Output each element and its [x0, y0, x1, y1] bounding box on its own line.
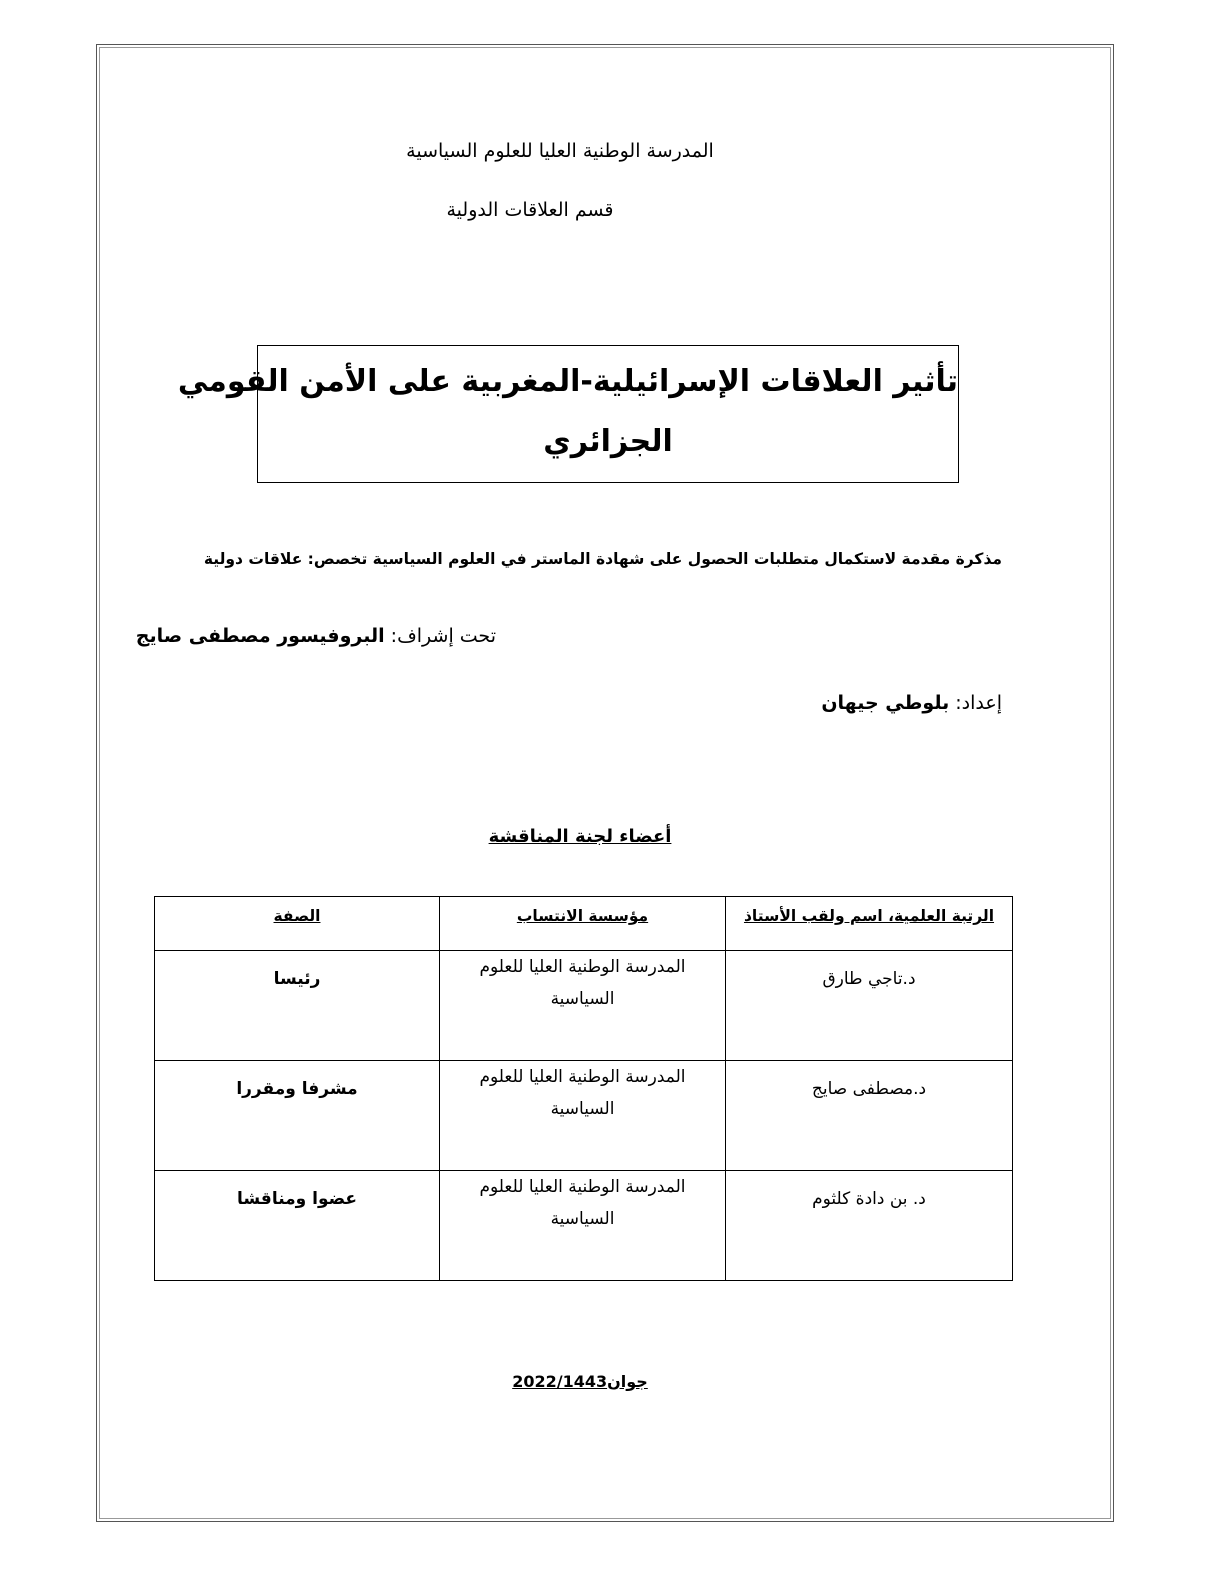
column-header-name: الرتبة العلمية، اسم ولقب الأستاذ [726, 897, 1013, 951]
member-institution-line1: المدرسة الوطنية العليا للعلوم [479, 1177, 686, 1197]
supervisor-name: البروفيسور مصطفى صايج [135, 625, 385, 647]
member-institution-line2: السياسية [550, 1099, 615, 1120]
committee-heading: أعضاء لجنة المناقشة [488, 826, 672, 847]
supervisor-line [136, 625, 496, 647]
member-role: رئيسا [155, 951, 440, 1061]
member-name: د. بن دادة كلثوم [726, 1171, 1013, 1281]
member-name: د.مصطفى صايج [726, 1061, 1013, 1171]
table-row [155, 1061, 1013, 1171]
table-row [155, 1171, 1013, 1281]
member-institution-line1: المدرسة الوطنية العليا للعلوم [479, 1067, 686, 1087]
member-institution [440, 951, 726, 1061]
prepared-by-label: إعداد: [949, 692, 1002, 714]
member-institution-line1: المدرسة الوطنية العليا للعلوم [479, 957, 686, 977]
member-name: د.تاجي طارق [726, 951, 1013, 1061]
department-name: قسم العلاقات الدولية [446, 199, 614, 221]
member-institution [440, 1171, 726, 1281]
member-role: مشرفا ومقررا [155, 1061, 440, 1171]
prepared-by-name: بلوطي جيهان [821, 692, 950, 714]
column-header-institution: مؤسسة الانتساب [440, 897, 726, 951]
thesis-title-box [177, 345, 959, 483]
table-header-row [155, 897, 1013, 951]
thesis-title-line1: تأثير العلاقات الإسرائيلية-المغربية على الأمن القومي [177, 364, 958, 399]
member-institution-line2: السياسية [550, 989, 615, 1010]
submission-date: جوان2022/1443 [512, 1372, 648, 1391]
institution-name: المدرسة الوطنية العليا للعلوم السياسية [406, 140, 714, 162]
table-row [155, 951, 1013, 1061]
member-institution [440, 1061, 726, 1171]
supervisor-label: تحت إشراف: [384, 625, 496, 647]
prepared-by-line [821, 692, 1002, 714]
committee-table [154, 896, 1013, 1281]
member-institution-line2: السياسية [550, 1209, 615, 1230]
member-role: عضوا ومناقشا [155, 1171, 440, 1281]
memo-description: مذكرة مقدمة لاستكمال متطلبات الحصول على شهادة الماستر في العلوم السياسية تخصص: علاقات دولية [203, 550, 1002, 568]
thesis-title-line2: الجزائري [543, 424, 673, 459]
column-header-role: الصفة [155, 897, 440, 951]
page-border [96, 44, 1114, 1522]
